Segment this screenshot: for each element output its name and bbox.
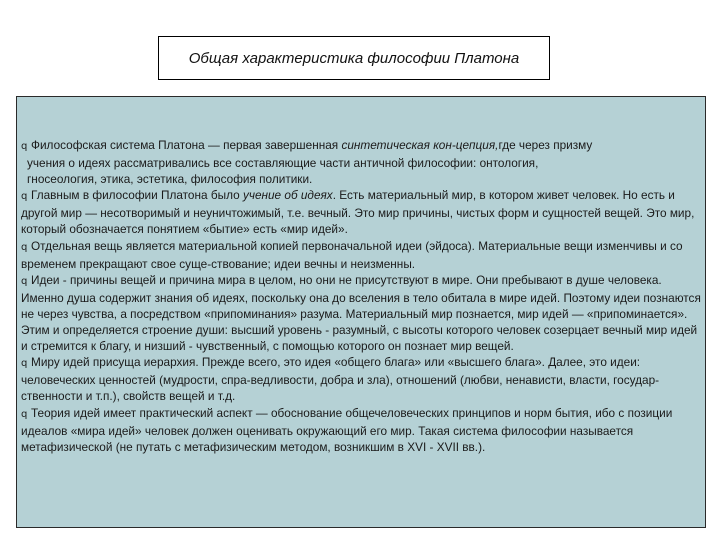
paragraph-6-text: Теория идей имеет практический аспект — обоснование общечеловеческих принципов и норм бытия, ибо с позиции идеалов «мира идей» человек должен оценивать окружающий его мир. Такая система философии называется метафизической (не путать с метафизическим методом, возникшим в XVI - XVII вв.).	[21, 405, 673, 454]
paragraph-3-text: Отдельная вещь является материальной копией первоначальной идеи (эйдоса). Материальные вещи изменчивы и со временем прекращают свое суще-ствование; идеи вечны и неизменны.	[21, 238, 683, 271]
bullet-icon: q	[21, 358, 28, 370]
paragraph-2-emphasis: учение об идеях	[242, 188, 333, 203]
paragraph-2-text-rest: человек. Но есть и другой мир — несотворимый и неуничтожимый, т.е. вечный. Это мир причины, чистых форм и сущностей вещей. Это мир, который обозначается понятием «бытие» есть «мир идей».	[21, 188, 695, 237]
bullet-icon: q	[21, 241, 28, 253]
paragraph-1-line-2: учения о идеях рассматривались все составляющие части античной философии: онтология,	[27, 156, 539, 171]
title-box	[158, 36, 550, 80]
paragraph-2	[21, 187, 701, 237]
paragraph-5-text: Миру идей присуща иерархия. Прежде всего, это идея «общего блага» или «высшего блага». Далее, это идеи: человеческих ценностей (мудрости, спра-ведливости, добра и зла), отношений (любви, ненависти, власти, государ-ственности и т.п.), свойств вещей и т.д.	[21, 355, 660, 404]
paragraph-2-text-a: Главным в философии Платона было	[31, 188, 243, 203]
paragraph-1-text-b: где через призму	[498, 138, 593, 152]
paragraph-3	[21, 238, 701, 272]
paragraph-1-text-a: Философская система Платона — первая завершенная	[31, 138, 342, 152]
paragraph-1	[21, 137, 701, 187]
bullet-icon: q	[21, 141, 28, 152]
content-box	[16, 96, 706, 528]
paragraph-2-text-b: . Есть материальный мир, в котором живет	[332, 188, 570, 203]
slide-title: Общая характеристика философии Платона	[188, 49, 520, 67]
bullet-icon: q	[21, 191, 28, 203]
paragraph-4	[21, 272, 701, 354]
paragraph-6	[21, 405, 701, 455]
paragraph-1-emphasis: синтетическая кон-цепция,	[341, 138, 499, 152]
bullet-icon: q	[21, 408, 28, 420]
paragraph-1-line-3: гносеология, этика, эстетика, философия политики.	[27, 172, 313, 187]
paragraph-5	[21, 354, 701, 404]
paragraph-4-text: Идеи - причины вещей и причина мира в целом, но они не присутствуют в мире. Они пребывают в душе человека. Именно душа содержит знания об идеях, поскольку она до вселения в тело обитала в мире идей. Поэтому идеи познаются не через чувства, а посредством «припоминания» разума. Материальный мир познается, мир идей — «припоминается». Этим и определяется строение души: высший уровень - разумный, с высоты которого человек созерцает вечный мир идей и стремится к благу, и низший - чувственный, с помощью которого он познает мир вещей.	[21, 272, 701, 354]
bullet-icon: q	[21, 275, 28, 287]
